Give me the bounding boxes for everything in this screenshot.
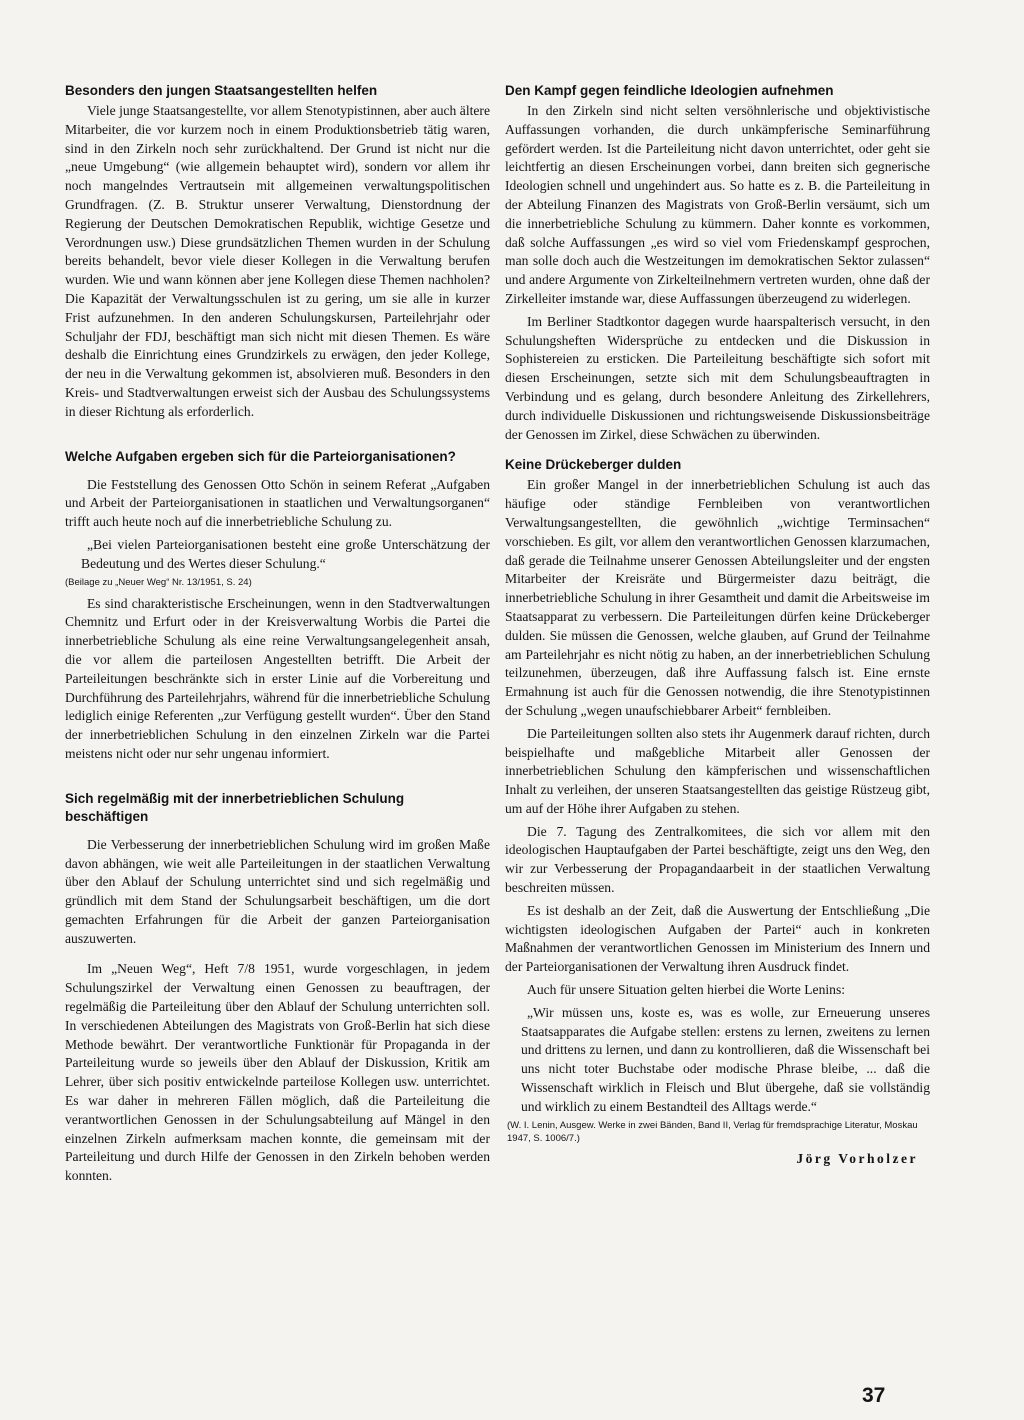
paragraph: Viele junge Staatsangestellte, vor allem Stenotypistinnen, aber auch ältere Mitarbeiter, die vor kurzem noch in einem Produktionsbetrieb tätig waren, sind in den Zirkeln noch sehr zurückhaltend. Der Grund ist nicht nur die „neue Umgebung“ (wie allgemein behauptet wird), sondern vor allem ihr noch mangelndes Vertrautsein mit allgemeinen verwaltungspolitischen Grundfragen. (Z. B. Struktur unserer Verwaltung, Dienstordnung der Regierung der Deutschen Demokratischen Republik, wichtige Gesetze und Verordnungen usw.) Diese grundsätzlichen Themen wurden in der Schulung bereits behandelt, bevor viele dieser Kollegen in die Verwaltung berufen wurden. Wie und wann können aber jene Kollegen diese Themen nachholen? Die Kapazität der Verwaltungsschulen ist zu gering, um sie alle in kurzer Frist aufzunehmen. In den anderen Schulungskursen, Parteilehrjahr oder Schuljahr der FDJ, beschäftigt man sich nicht mit diesen Themen. Es wäre deshalb die Einrichtung eines Grundzirkels zu erwägen, den jeder Kollege, der neu in die Verwaltung gekommen ist, absolvieren muß. Besonders in den Kreis- und Stadtverwaltungen erweist sich der Ausbau des Schulungssystems in dieser Richtung als erforderlich. xyxy=(65,103,490,419)
block-quote: „Wir müssen uns, koste es, was es wolle, zur Erneuerung unseres Staatsapparates die Aufgabe stellen: erstens zu lernen, zweitens zu lernen und drittens zu lernen, und dann zu kontrollieren, daß die Wissenschaft bei uns nicht toter Buchstabe oder modische Phrase bleibe, ... daß die Wissenschaft wirklich in Fleisch und Blut übergehe, daß sie vollständig und wirklich zu einem Bestandteil des Alltags werde.“ xyxy=(521,1004,930,1114)
right-column xyxy=(505,82,930,1167)
paragraph: Im „Neuen Weg“, Heft 7/8 1951, wurde vorgeschlagen, in jedem Schulungszirkel der Verwaltung einen Genossen zu beauftragen, der regelmäßig die Parteileitung über den Ablauf der Schulung unterrichten soll. In verschiedenen Abteilungen des Magistrats von Groß-Berlin hat sich diese Methode bewährt. Der verantwortliche Funktionär für Propaganda in der Parteileitung wurde so jeweils über den Ablauf der Diskussion, Kritik am Lehrer, über sich positiv entwickelnde parteilose Kollegen usw. unterrichtet. Es war daher in mehreren Fällen möglich, daß die Parteileitung die verantwortlichen Genossen in der Schulungsabteilung auf Mängel in den einzelnen Zirkeln aufmerksam machen konnte, die gemeinsam mit der Parteileitung und durch Hilfe der Genossen in den Zirkeln behoben werden konnten. xyxy=(65,961,490,1184)
section-heading: Besonders den jungen Staatsangestellten helfen xyxy=(65,83,378,98)
author-name: Jörg Vorholzer xyxy=(796,1150,918,1166)
citation: (Beilage zu „Neuer Weg“ Nr. 13/1951, S. 24) xyxy=(65,576,252,588)
paragraph: Die Parteileitungen sollten also stets ihr Augenmerk darauf richten, durch beispielhafte und maßgebliche Mitarbeit aller Genossen der innerbetrieblichen Schulung den kämpferischen und wissenschaftlichen Inhalt zu verleihen, der unseren Staatsangestellten das geistige Rüstzeug gibt, um auf der Höhe ihrer Aufgaben zu stehen. xyxy=(505,725,930,816)
paragraph: Die Verbesserung der innerbetrieblichen Schulung wird im großen Maße davon abhängen, wie weit alle Parteileitungen in der staatlichen Verwaltung über den Ablauf der Schulung unterrichtet sind und sich regelmäßig und gründlich mit dem Stand der Schulungsarbeit beschäftigen, um die dort gemachten Erfahrungen für die Arbeit der ganzen Parteiorganisation auszuwerten. xyxy=(65,836,490,946)
page-number: 37 xyxy=(862,1384,886,1407)
paragraph: Die Feststellung des Genossen Otto Schön in seinem Referat „Aufgaben und Arbeit der Parteiorganisationen in staatlichen und Verwaltungsorganen“ trifft auch heute noch auf die innerbetriebliche Schulung zu. xyxy=(65,476,490,530)
paragraph: Im Berliner Stadtkontor dagegen wurde haarspalterisch versucht, in den Schulungsheften Widersprüche zu entdecken und die Diskussion in Sophistereien zu ersticken. Die Parteileitung beschäftigte sich sofort mit diesen Erscheinungen, setzte sich mit dem Schulungsbeauftragten in Verbindung und es gelang, durch besondere Anleitung des Zirkellehrers, durch individuelle Diskussionen und richtungsweisende Diskussionsbeiträge der Genossen im Zirkel, diese Schwächen zu überwinden. xyxy=(505,313,930,442)
paragraph: Auch für unsere Situation gelten hierbei die Worte Lenins: xyxy=(527,982,846,998)
paragraph: In den Zirkeln sind nicht selten versöhnlerische und objektivistische Auffassungen vorhanden, die durch unkämpferische Seminarführung gefördert werden. Ist die Parteileitung nicht davon unterrichtet, oder geht sie leichtfertig an diesen Erscheinungen vorbei, dann breiten sich gegnerische Ideologien schnell und ungehindert aus. So hatte es z. B. die Parteileitung in der Abteilung Finanzen des Magistrats von Groß-Berlin versäumt, sich um die innerbetriebliche Schulung zu kümmern. Daher konnte es vorkommen, daß solche Auffassungen „es wird so viel vom Friedenskampf gesprochen, man solle doch auch die Westzeitungen im demokratischen Sektor zulassen“ und andere Argumente von Zirkelteilnehmern vertreten wurden, ohne daß der Zirkelleiter imstande war, diese Auffassungen überzeugend zu widerlegen. xyxy=(505,103,930,306)
paragraph: Die 7. Tagung des Zentralkomitees, die sich vor allem mit den ideologischen Hauptaufgaben der Partei beschäftigte, zeigt uns den Weg, den wir zur Verbesserung der Propagandaarbeit in der staatlichen Verwaltung beschreiten müssen. xyxy=(505,823,930,896)
block-quote: „Bei vielen Parteiorganisationen besteht eine große Unterschätzung der Bedeutung und des Wertes dieser Schulung.“ xyxy=(81,536,490,571)
section-heading: Welche Aufgaben ergeben sich für die Parteiorganisationen? xyxy=(65,448,456,464)
left-column xyxy=(65,82,490,1190)
citation: (W. I. Lenin, Ausgew. Werke in zwei Bänden, Band II, Verlag für fremdsprachige Literatur, Moskau 1947, S. 1006/7.) xyxy=(507,1119,918,1144)
section-heading: Sich regelmäßig mit der innerbetrieblichen Schulung beschäftigen xyxy=(65,790,405,824)
section-heading: Den Kampf gegen feindliche Ideologien aufnehmen xyxy=(505,83,834,98)
paragraph: Es sind charakteristische Erscheinungen, wenn in den Stadtverwaltungen Chemnitz und Erfurt oder in der Kreisverwaltung Worbis die Partei die innerbetriebliche Schulung als eine reine Verwaltungsangelegenheit ansah, die vor allem die parteilosen Angestellten betrifft. Die Arbeit der Parteileitungen beschränkte sich in erster Linie auf die Vorbereitung und Durchführung des Parteilehrjahrs, während für die innerbetriebliche Schulung lediglich einige Referenten „zur Verfügung gestellt wurden“. Über den Stand der innerbetrieblichen Schulung in den einzelnen Zirkeln war die Partei meistens nicht oder nur sehr ungenau informiert. xyxy=(65,595,490,761)
section-heading: Keine Drückeberger dulden xyxy=(505,457,682,473)
paragraph: Es ist deshalb an der Zeit, daß die Auswertung der Entschließung „Die wichtigsten ideologischen Aufgaben der Partei“ auch in konkreten Maßnahmen der verantwortlichen Genossen im Ministerium des Innern und der Parteiorganisationen der Verwaltung ihren Ausdruck findet. xyxy=(505,902,930,975)
paragraph: Ein großer Mangel in der innerbetrieblichen Schulung ist auch das häufige oder ständige Fernbleiben von verantwortlichen Verwaltungsangestellten, die gewöhnlich „wichtige Terminsachen“ vorschieben. Es gilt, vor allem den verantwortlichen Genossen klarzumachen, daß gerade die Teilnahme unserer Genossen Abteilungsleiter und der engsten Mitarbeiter der Kreisräte und Bürgermeister dazu beiträgt, die innerbetriebliche Schulung in ihrer Gesamtheit und damit die Arbeitsweise im Staatsapparat zu verbessern. Die Parteileitungen dürfen keine Drückeberger dulden. Sie müssen die Genossen, welche glauben, auf Grund der Teilnahme am Parteilehrjahr es nicht nötig zu haben, an der innerbetrieblichen Schulung teilzunehmen, überzeugen, daß ihre Auffassung falsch ist. Eine ernste Ermahnung ist auch für die Genossen notwendig, die ihre Stenotypistinnen der Schulung „wegen unaufschiebbarer Arbeit“ fernbleiben. xyxy=(505,477,930,718)
